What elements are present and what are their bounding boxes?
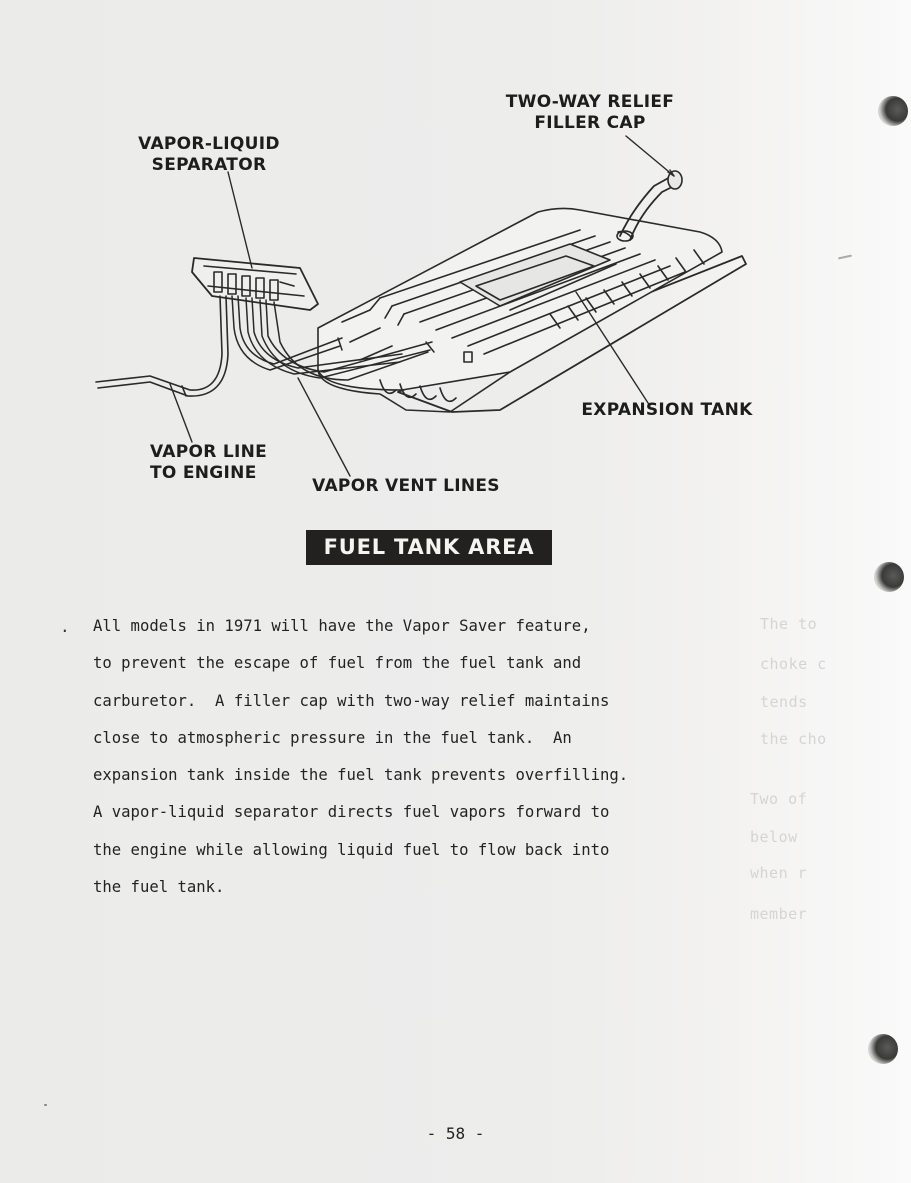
bleed-through-text: choke c (760, 655, 827, 673)
paragraph-line: carburetor. A filler cap with two-way relief maintains (93, 691, 610, 710)
bleed-through-text: when r (750, 864, 808, 882)
vapor-liquid-separator (192, 258, 318, 310)
binder-hole (868, 1034, 898, 1064)
callout-vapor-line: VAPOR LINE TO ENGINE (150, 442, 268, 483)
bleed-through-text: The to (760, 615, 818, 633)
paper-speck (44, 1104, 47, 1106)
binder-hole (874, 562, 904, 592)
callout-vent-lines: VAPOR VENT LINES (312, 476, 500, 496)
paragraph-line: the fuel tank. (93, 878, 225, 897)
paper-speck (838, 255, 852, 260)
paragraph-line: the engine while allowing liquid fuel to flow back into (93, 840, 610, 859)
vapor-line-to-engine (96, 296, 228, 396)
bleed-through-text: tends (760, 693, 808, 711)
bleed-through-text: the cho (760, 730, 827, 748)
paragraph-line: All models in 1971 will have the Vapor Saver feature, (93, 617, 591, 635)
paragraph-line: expansion tank inside the fuel tank prevents overfilling. (93, 766, 629, 785)
paragraph-line: to prevent the escape of fuel from the fuel tank and (93, 654, 582, 673)
callout-filler-cap: TWO-WAY RELIEF FILLER CAP (505, 92, 675, 133)
bleed-through-text: member (750, 905, 808, 923)
bleed-through-text: below (750, 828, 798, 846)
binder-hole (878, 96, 908, 126)
bleed-through-text: Two of (750, 790, 808, 808)
callout-separator: VAPOR-LIQUID SEPARATOR (138, 134, 280, 175)
page-number: - 58 - (426, 1124, 485, 1143)
body-paragraph (93, 608, 813, 906)
paragraph-line: A vapor-liquid separator directs fuel vapors forward to (93, 803, 610, 822)
paragraph-line: close to atmospheric pressure in the fuel tank. An (93, 728, 572, 747)
bullet-mark: . (60, 617, 70, 636)
callout-expansion-tank: EXPANSION TANK (581, 400, 753, 420)
fuel-tank (318, 208, 746, 412)
figure-caption: FUEL TANK AREA (306, 530, 552, 565)
